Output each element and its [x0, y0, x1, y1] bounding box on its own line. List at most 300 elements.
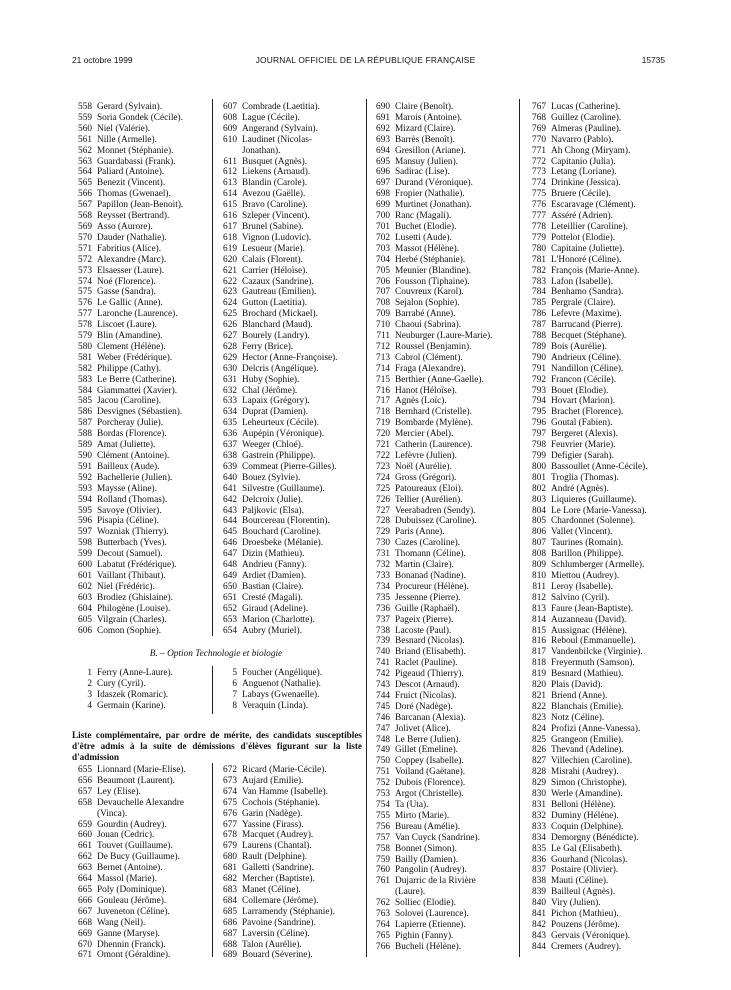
list-item	[215, 320, 365, 331]
candidate-name: Durand (Véronique).	[395, 178, 473, 189]
list-item	[215, 776, 365, 787]
list-item	[524, 876, 674, 887]
list-item	[524, 266, 674, 277]
candidate-name: Demorgny (Bénédicte).	[551, 832, 639, 843]
list-item	[215, 157, 365, 168]
candidate-name: Paliard (Antoine).	[97, 167, 165, 178]
candidate-name: (Laure).	[395, 887, 426, 898]
list-item	[70, 244, 210, 255]
list-item	[368, 407, 520, 418]
rank-number: 558	[78, 102, 92, 112]
rank-number: 726	[376, 494, 390, 505]
rank-number: 776	[532, 200, 546, 211]
complementary-right-list	[215, 765, 365, 961]
list-item	[368, 309, 520, 320]
candidate-name: Decout (Samuel).	[97, 549, 163, 560]
rank-number: 649	[223, 570, 237, 581]
list-item	[215, 473, 365, 484]
rank-number: 780	[532, 243, 546, 254]
rank-number: 597	[78, 527, 92, 538]
list-item	[215, 918, 365, 929]
rank-number: 603	[78, 592, 92, 603]
candidate-name: Niel (Valérie).	[97, 123, 151, 134]
list-item	[70, 484, 210, 495]
rank-number: 825	[532, 734, 546, 745]
list-item	[70, 830, 210, 841]
candidate-name: Pigeaud (Thierry).	[395, 669, 464, 680]
list-item	[215, 593, 365, 604]
rank-number: 715	[376, 374, 390, 385]
list-item	[368, 233, 520, 244]
list-item	[368, 342, 520, 353]
list-item	[70, 626, 210, 637]
list-item	[70, 506, 210, 517]
candidate-name: Barillon (Philippe).	[551, 549, 624, 560]
candidate-name: Doré (Nadège).	[395, 701, 453, 712]
candidate-name: Bourcereau (Florentin).	[242, 516, 330, 527]
rank-number: 799	[532, 451, 546, 461]
list-item	[524, 658, 674, 669]
list-item	[368, 876, 520, 887]
list-item	[368, 745, 520, 756]
rank-number: 569	[78, 221, 92, 232]
candidate-name: Ferry (Anne-Laure).	[97, 668, 173, 678]
list-item	[368, 331, 520, 342]
list-item	[70, 342, 210, 353]
rank-number: 696	[376, 167, 390, 178]
list-item	[70, 929, 210, 940]
list-item	[368, 538, 520, 549]
list-item	[368, 778, 520, 789]
rank-number: 718	[376, 407, 390, 418]
list-item	[524, 636, 674, 647]
list-item	[70, 331, 210, 342]
candidate-name: Brochard (Mickael).	[242, 309, 318, 320]
rank-number: 660	[78, 830, 92, 841]
candidate-name: Salvino (Cyril).	[551, 592, 610, 603]
candidate-name: Gutton (Laetitia).	[242, 298, 308, 309]
list-item	[368, 189, 520, 200]
candidate-name: Fropier (Nathalie).	[395, 189, 465, 200]
candidate-name: Brunel (Sabine).	[242, 221, 304, 232]
candidate-name: Herbé (Stéphanie).	[395, 254, 466, 265]
rank-number: 588	[78, 429, 92, 440]
candidate-name: Freyermuth (Samson).	[551, 658, 635, 669]
list-item	[215, 189, 365, 200]
candidate-name: Le Berre (Catherine).	[97, 374, 177, 385]
rank-number: 785	[532, 298, 546, 309]
section-b-left-list	[70, 668, 210, 712]
candidate-name: Pottelot (Elodie).	[551, 232, 616, 243]
candidate-name: Navarro (Pablo).	[551, 134, 614, 145]
candidate-name: Sadirac (Lise).	[395, 167, 450, 178]
list-item	[215, 364, 365, 375]
rank-number: 628	[223, 341, 237, 352]
list-item	[524, 462, 674, 473]
rank-number: 748	[376, 734, 390, 745]
candidate-name: Gautreau (Emilien).	[242, 287, 317, 298]
list-item	[70, 495, 210, 506]
rank-number: 626	[223, 320, 237, 331]
candidate-name: Thomas (Gwenael).	[97, 189, 171, 200]
list-item	[368, 767, 520, 778]
rank-number: 596	[78, 516, 92, 527]
rank-number: 680	[223, 852, 237, 863]
rank-number: 615	[223, 200, 237, 211]
rank-number: 634	[223, 407, 237, 418]
list-item	[70, 124, 210, 135]
candidate-name: Droesbeke (Mélanie).	[242, 538, 324, 549]
candidate-name: Aubry (Muriel).	[242, 625, 302, 636]
list-item	[524, 855, 674, 866]
rank-number: 630	[223, 363, 237, 374]
list-item	[368, 626, 520, 637]
rank-number: 795	[532, 407, 546, 418]
rank-number: 647	[223, 549, 237, 560]
candidate-name: Bourely (Landry).	[242, 331, 310, 342]
list-item	[368, 898, 520, 909]
list-item	[368, 255, 520, 266]
list-item	[368, 887, 520, 898]
list-item	[215, 342, 365, 353]
candidate-name: Paljkovic (Elsa).	[242, 505, 304, 516]
rank-number: 661	[78, 841, 92, 852]
candidate-name: Briend (Anne).	[551, 690, 608, 701]
column-divider	[212, 666, 213, 714]
list-item	[368, 560, 520, 571]
candidate-name: Chal (Jérôme).	[242, 385, 298, 396]
rank-number: 598	[78, 538, 92, 549]
candidate-name: Barrès (Benoît).	[395, 134, 455, 145]
rank-number: 656	[78, 775, 92, 786]
list-item	[524, 680, 674, 691]
candidate-name: Garin (Nadège).	[242, 808, 303, 819]
rank-number: 797	[532, 429, 546, 440]
list-item	[524, 702, 674, 713]
candidate-name: Gouleau (Jérôme).	[97, 895, 167, 906]
rank-number: 650	[223, 581, 237, 592]
rank-number: 576	[78, 298, 92, 309]
list-item	[368, 375, 520, 386]
list-item	[524, 429, 674, 440]
list-item	[70, 157, 210, 168]
candidate-name: Misrahi (Audrey).	[551, 767, 619, 778]
candidate-name: Clément (Antoine).	[97, 451, 170, 461]
rank-number: 757	[376, 832, 390, 843]
rank-number: 731	[376, 549, 390, 560]
list-item	[70, 440, 210, 451]
list-item	[524, 396, 674, 407]
candidate-name: Lapaix (Grégory).	[242, 396, 310, 407]
candidate-name: Bastian (Claire).	[242, 581, 304, 592]
rank-number: 697	[376, 178, 390, 189]
rank-number: 643	[223, 505, 237, 516]
rank-number: 560	[78, 123, 92, 134]
candidate-name: Vaillant (Thibaut).	[97, 570, 166, 581]
candidate-name: Lacoste (Paul).	[395, 625, 452, 636]
rank-number: 675	[223, 797, 237, 808]
list-item	[215, 375, 365, 386]
rank-number: 740	[376, 647, 390, 658]
list-item	[215, 451, 365, 462]
list-item	[524, 604, 674, 615]
rank-number: 789	[532, 341, 546, 352]
rank-number: 613	[223, 178, 237, 189]
list-item	[524, 724, 674, 735]
list-item	[70, 885, 210, 896]
list-item	[524, 811, 674, 822]
list-item	[215, 211, 365, 222]
rank-number: 667	[78, 906, 92, 917]
list-item	[70, 233, 210, 244]
candidate-name: Le Lore (Marie-Vanessa).	[551, 505, 647, 516]
rank-number: 793	[532, 385, 546, 396]
list-item	[368, 124, 520, 135]
candidate-name: Profizi (Anne-Vanessa).	[551, 723, 641, 734]
candidate-name: Meunier (Blandine).	[395, 265, 471, 276]
candidate-name: Jacou (Caroline).	[97, 396, 162, 407]
candidate-name: Coppey (Isabelle).	[395, 756, 464, 767]
rank-number: 746	[376, 712, 390, 723]
rank-number: 728	[376, 516, 390, 527]
candidate-name: Neuburger (Laure-Marie).	[395, 331, 493, 342]
candidate-name: Jouan (Cedric).	[97, 830, 155, 841]
candidate-name: Bravo (Caroline).	[242, 200, 308, 211]
candidate-name: Carrier (Héloïse).	[242, 265, 308, 276]
rank-number: 710	[376, 320, 390, 331]
list-item	[70, 679, 210, 690]
candidate-name: Becquet (Stéphane).	[551, 331, 627, 342]
list-item	[215, 874, 365, 885]
candidate-name: Troglia (Thomas).	[551, 472, 619, 483]
list-item	[524, 440, 674, 451]
candidate-name: Silvestre (Guillaume).	[242, 483, 325, 494]
rank-number: 614	[223, 189, 237, 200]
list-item	[368, 484, 520, 495]
rank-number: 752	[376, 778, 390, 789]
candidate-name: Le Berre (Julien).	[395, 734, 461, 745]
list-item	[215, 830, 365, 841]
candidate-name: Gourdin (Audrey).	[97, 819, 167, 830]
rank-number: 562	[78, 145, 92, 156]
list-item	[524, 451, 674, 462]
candidate-name: Thomann (Céline).	[395, 549, 466, 560]
list-item	[215, 222, 365, 233]
list-item	[70, 701, 210, 712]
list-item	[368, 386, 520, 397]
list-item	[524, 200, 674, 211]
list-item	[215, 167, 365, 178]
rank-number: 794	[532, 396, 546, 407]
rank-number: 844	[532, 941, 546, 952]
rank-number: 651	[223, 592, 237, 603]
candidate-name: Laudinet (Nicolas-	[242, 134, 312, 145]
candidate-name: Manet (Céline).	[242, 884, 301, 895]
rank-number: 612	[223, 167, 237, 178]
list-item	[368, 647, 520, 658]
candidate-name: Veerabadren (Sendy).	[395, 505, 476, 516]
rank-number: 777	[532, 211, 546, 222]
candidate-name: Couvreux (Karol).	[395, 287, 464, 298]
candidate-name: Mizard (Claire).	[395, 123, 456, 134]
rank-number: 566	[78, 189, 92, 200]
list-item	[70, 615, 210, 626]
rank-number: 819	[532, 669, 546, 680]
list-item	[368, 418, 520, 429]
list-item	[70, 462, 210, 473]
rank-number: 659	[78, 819, 92, 830]
candidate-name: Pighin (Fanny).	[395, 930, 454, 941]
candidate-name: Bouez (Sylvie).	[242, 472, 301, 483]
list-item	[70, 852, 210, 863]
rank-number: 568	[78, 211, 92, 222]
rank-number: 645	[223, 527, 237, 538]
rank-number: 602	[78, 581, 92, 592]
candidate-name: Giammattei (Xavier).	[97, 385, 178, 396]
rank-number: 5	[232, 668, 237, 678]
candidate-name: Jolivet (Alice).	[395, 723, 451, 734]
candidate-name: Bouard (Séverine).	[242, 950, 313, 961]
list-item	[368, 549, 520, 560]
list-item	[524, 560, 674, 571]
rank-number: 792	[532, 374, 546, 385]
candidate-name: Labays (Gwenaelle).	[242, 689, 320, 700]
rank-number: 716	[376, 385, 390, 396]
candidate-name: Feuvrier (Marie).	[551, 440, 616, 451]
complementary-list-heading: Liste complémentaire, par ordre de mérite, des candidats susceptibles d'être admis à la suite de démissions d'élèves figurant sur la liste d'admission	[72, 730, 362, 762]
rank-number: 753	[376, 789, 390, 800]
candidate-name: Elsaesser (Laure).	[97, 265, 165, 276]
list-item	[524, 909, 674, 920]
candidate-name: Busquet (Agnès).	[242, 156, 308, 167]
rank-number: 772	[532, 156, 546, 167]
rank-number: 708	[376, 298, 390, 309]
list-item	[368, 244, 520, 255]
rank-number: 8	[232, 700, 237, 711]
rank-number: 677	[223, 819, 237, 830]
rank-number: 601	[78, 570, 92, 581]
rank-number: 698	[376, 189, 390, 200]
rank-number	[215, 146, 242, 157]
rank-number: 756	[376, 821, 390, 832]
candidate-name: Idaszek (Romaric).	[97, 689, 169, 700]
list-item	[215, 950, 365, 961]
rank-number: 599	[78, 549, 92, 560]
list-item	[368, 855, 520, 866]
list-item	[215, 146, 365, 157]
rank-number: 805	[532, 516, 546, 527]
rank-number: 835	[532, 843, 546, 854]
candidate-name: Capitaine (Juliette).	[551, 243, 625, 254]
rank-number: 758	[376, 843, 390, 854]
candidate-name: Cazes (Caroline).	[395, 538, 461, 549]
list-item	[215, 244, 365, 255]
rank-number: 763	[376, 909, 390, 920]
issue-date: 21 octobre 1999	[72, 55, 133, 65]
candidate-name: Chaoui (Sabrina).	[395, 320, 462, 331]
rank-number: 653	[223, 614, 237, 625]
candidate-name: Jonathan).	[242, 145, 281, 156]
list-column-1	[70, 102, 210, 636]
candidate-name: Bailleux (Aude).	[97, 461, 160, 472]
candidate-name: Cresté (Magali).	[242, 592, 303, 603]
rank-number: 833	[532, 821, 546, 832]
candidate-name: Pisapia (Céline).	[97, 516, 159, 527]
candidate-name: Maysse (Aline).	[97, 483, 157, 494]
rank-number: 686	[223, 917, 237, 928]
list-item	[70, 222, 210, 233]
candidate-name: Lucas (Catherine).	[551, 102, 621, 112]
rank-number: 754	[376, 800, 390, 810]
rank-number: 727	[376, 505, 390, 516]
list-item	[524, 146, 674, 157]
candidate-name: Besnard (Mathieu).	[551, 669, 624, 680]
candidate-name: Bailly (Damien).	[395, 854, 458, 865]
rank-number: 619	[223, 243, 237, 254]
rank-number: 623	[223, 287, 237, 298]
list-item	[524, 178, 674, 189]
rank-number: 639	[223, 461, 237, 472]
list-item	[524, 887, 674, 898]
list-item	[70, 429, 210, 440]
rank-number: 717	[376, 396, 390, 407]
rank-number: 824	[532, 723, 546, 734]
candidate-name: Noé (Florence).	[97, 276, 156, 287]
rank-number: 662	[78, 852, 92, 863]
list-item	[70, 473, 210, 484]
rank-number: 617	[223, 221, 237, 232]
rank-number: 573	[78, 265, 92, 276]
rank-number: 724	[376, 472, 390, 483]
candidate-name: Leroy (Isabelle).	[551, 581, 613, 592]
candidate-name: Solovei (Laurence).	[395, 909, 469, 920]
rank-number: 577	[78, 309, 92, 320]
rank-number: 591	[78, 461, 92, 472]
rank-number: 682	[223, 874, 237, 885]
rank-number: 609	[223, 123, 237, 134]
list-item	[524, 167, 674, 178]
candidate-name: Solliec (Elodie).	[395, 898, 456, 909]
candidate-name: Weeger (Chloé).	[242, 440, 304, 451]
list-item	[368, 222, 520, 233]
list-item	[215, 429, 365, 440]
rank-number: 745	[376, 701, 390, 712]
candidate-name: Asséré (Adrien).	[551, 211, 613, 222]
list-item	[215, 527, 365, 538]
candidate-name: Andrieu (Fanny).	[242, 560, 307, 571]
rank-number: 631	[223, 374, 237, 385]
list-item	[215, 787, 365, 798]
list-item	[70, 418, 210, 429]
rank-number: 764	[376, 919, 390, 930]
list-item	[368, 691, 520, 702]
list-item	[524, 844, 674, 855]
candidate-name: Auzanneau (David).	[551, 614, 627, 625]
candidate-name: Andrieux (Céline).	[551, 352, 622, 363]
candidate-name: Cazaux (Sandrine).	[242, 276, 314, 287]
list-item	[524, 920, 674, 931]
candidate-name: Villechien (Caroline).	[551, 756, 633, 767]
rank-number: 559	[78, 112, 92, 123]
list-item	[524, 626, 674, 637]
candidate-name: Avezou (Gaëlle).	[242, 189, 306, 200]
rank-number: 595	[78, 505, 92, 516]
list-item	[524, 516, 674, 527]
list-item	[70, 407, 210, 418]
candidate-name: Pageix (Pierre).	[395, 614, 454, 625]
rank-number: 699	[376, 200, 390, 211]
rank-number: 809	[532, 560, 546, 571]
